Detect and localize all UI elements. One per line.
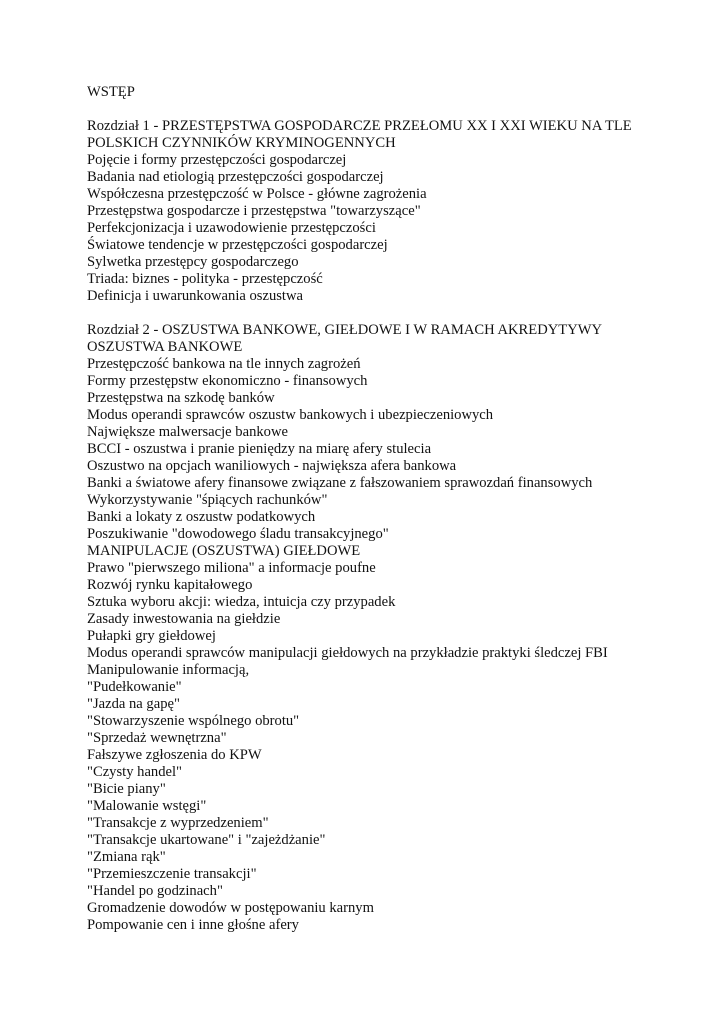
list-item: "Pudełkowanie" <box>87 679 182 695</box>
list-item: Przestępstwa na szkodę banków <box>87 390 275 406</box>
chapter-1-heading: Rozdział 1 - PRZESTĘPSTWA GOSPODARCZE PRZEŁOMU XX I XXI WIEKU NA TLE POLSKICH CZYNNIKÓW KRYMINOGENNYCH <box>87 118 632 151</box>
list-item: Przestępczość bankowa na tle innych zagrożeń <box>87 356 361 372</box>
list-item: Wykorzystywanie "śpiących rachunków" <box>87 492 328 508</box>
list-item: Perfekcjonizacja i uzawodowienie przestępczości <box>87 220 376 236</box>
list-item: Przestępstwa gospodarcze i przestępstwa "towarzyszące" <box>87 203 421 219</box>
section-heading-manipulacje: MANIPULACJE (OSZUSTWA) GIEŁDOWE <box>87 543 361 559</box>
list-item: Pułapki gry giełdowej <box>87 628 216 644</box>
list-item: Sztuka wyboru akcji: wiedza, intuicja czy przypadek <box>87 594 396 610</box>
chapter-2-items <box>87 356 657 934</box>
list-item: Triada: biznes - polityka - przestępczość <box>87 271 323 287</box>
list-item: "Transakcje z wyprzedzeniem" <box>87 815 269 831</box>
list-item: "Malowanie wstęgi" <box>87 798 207 814</box>
list-item: Formy przestępstw ekonomiczno - finansowych <box>87 373 368 389</box>
list-item: Światowe tendencje w przestępczości gospodarczej <box>87 237 388 253</box>
list-item: Prawo "pierwszego miliona" a informacje poufne <box>87 560 376 576</box>
spacer <box>87 101 657 118</box>
list-item: Oszustwo na opcjach waniliowych - największa afera bankowa <box>87 458 457 474</box>
list-item: Banki a światowe afery finansowe związane z fałszowaniem sprawozdań finansowych <box>87 475 593 491</box>
list-item: Modus operandi sprawców manipulacji giełdowych na przykładzie praktyki śledczej FBI <box>87 645 608 661</box>
list-item: "Stowarzyszenie wspólnego obrotu" <box>87 713 300 729</box>
list-item: Badania nad etiologią przestępczości gospodarczej <box>87 169 384 185</box>
list-item: Banki a lokaty z oszustw podatkowych <box>87 509 316 525</box>
table-of-contents <box>87 84 657 934</box>
list-item: Zasady inwestowania na giełdzie <box>87 611 281 627</box>
list-item: "Przemieszczenie transakcji" <box>87 866 257 882</box>
list-item: "Transakcje ukartowane" i "zajeżdżanie" <box>87 832 326 848</box>
spacer <box>87 305 657 322</box>
list-item: "Jazda na gapę" <box>87 696 180 712</box>
chapter-1-items <box>87 152 657 305</box>
list-item: Pompowanie cen i inne głośne afery <box>87 917 299 933</box>
list-item: "Zmiana rąk" <box>87 849 166 865</box>
list-item: Rozwój rynku kapitałowego <box>87 577 253 593</box>
intro-title: WSTĘP <box>87 84 135 100</box>
list-item: Poszukiwanie "dowodowego śladu transakcyjnego" <box>87 526 389 542</box>
list-item: Fałszywe zgłoszenia do KPW <box>87 747 262 763</box>
list-item: Definicja i uwarunkowania oszustwa <box>87 288 303 304</box>
list-item: "Sprzedaż wewnętrzna" <box>87 730 227 746</box>
list-item: Manipulowanie informacją, <box>87 662 250 678</box>
list-item: Gromadzenie dowodów w postępowaniu karnym <box>87 900 374 916</box>
chapter-2-heading: Rozdział 2 - OSZUSTWA BANKOWE, GIEŁDOWE I W RAMACH AKREDYTYWY OSZUSTWA BANKOWE <box>87 322 602 355</box>
list-item: Największe malwersacje bankowe <box>87 424 288 440</box>
list-item: Sylwetka przestępcy gospodarczego <box>87 254 299 270</box>
list-item: Modus operandi sprawców oszustw bankowych i ubezpieczeniowych <box>87 407 494 423</box>
list-item: BCCI - oszustwa i pranie pieniędzy na miarę afery stulecia <box>87 441 432 457</box>
list-item: Współczesna przestępczość w Polsce - główne zagrożenia <box>87 186 427 202</box>
list-item: "Bicie piany" <box>87 781 166 797</box>
list-item: "Czysty handel" <box>87 764 183 780</box>
list-item: "Handel po godzinach" <box>87 883 223 899</box>
list-item: Pojęcie i formy przestępczości gospodarczej <box>87 152 347 168</box>
